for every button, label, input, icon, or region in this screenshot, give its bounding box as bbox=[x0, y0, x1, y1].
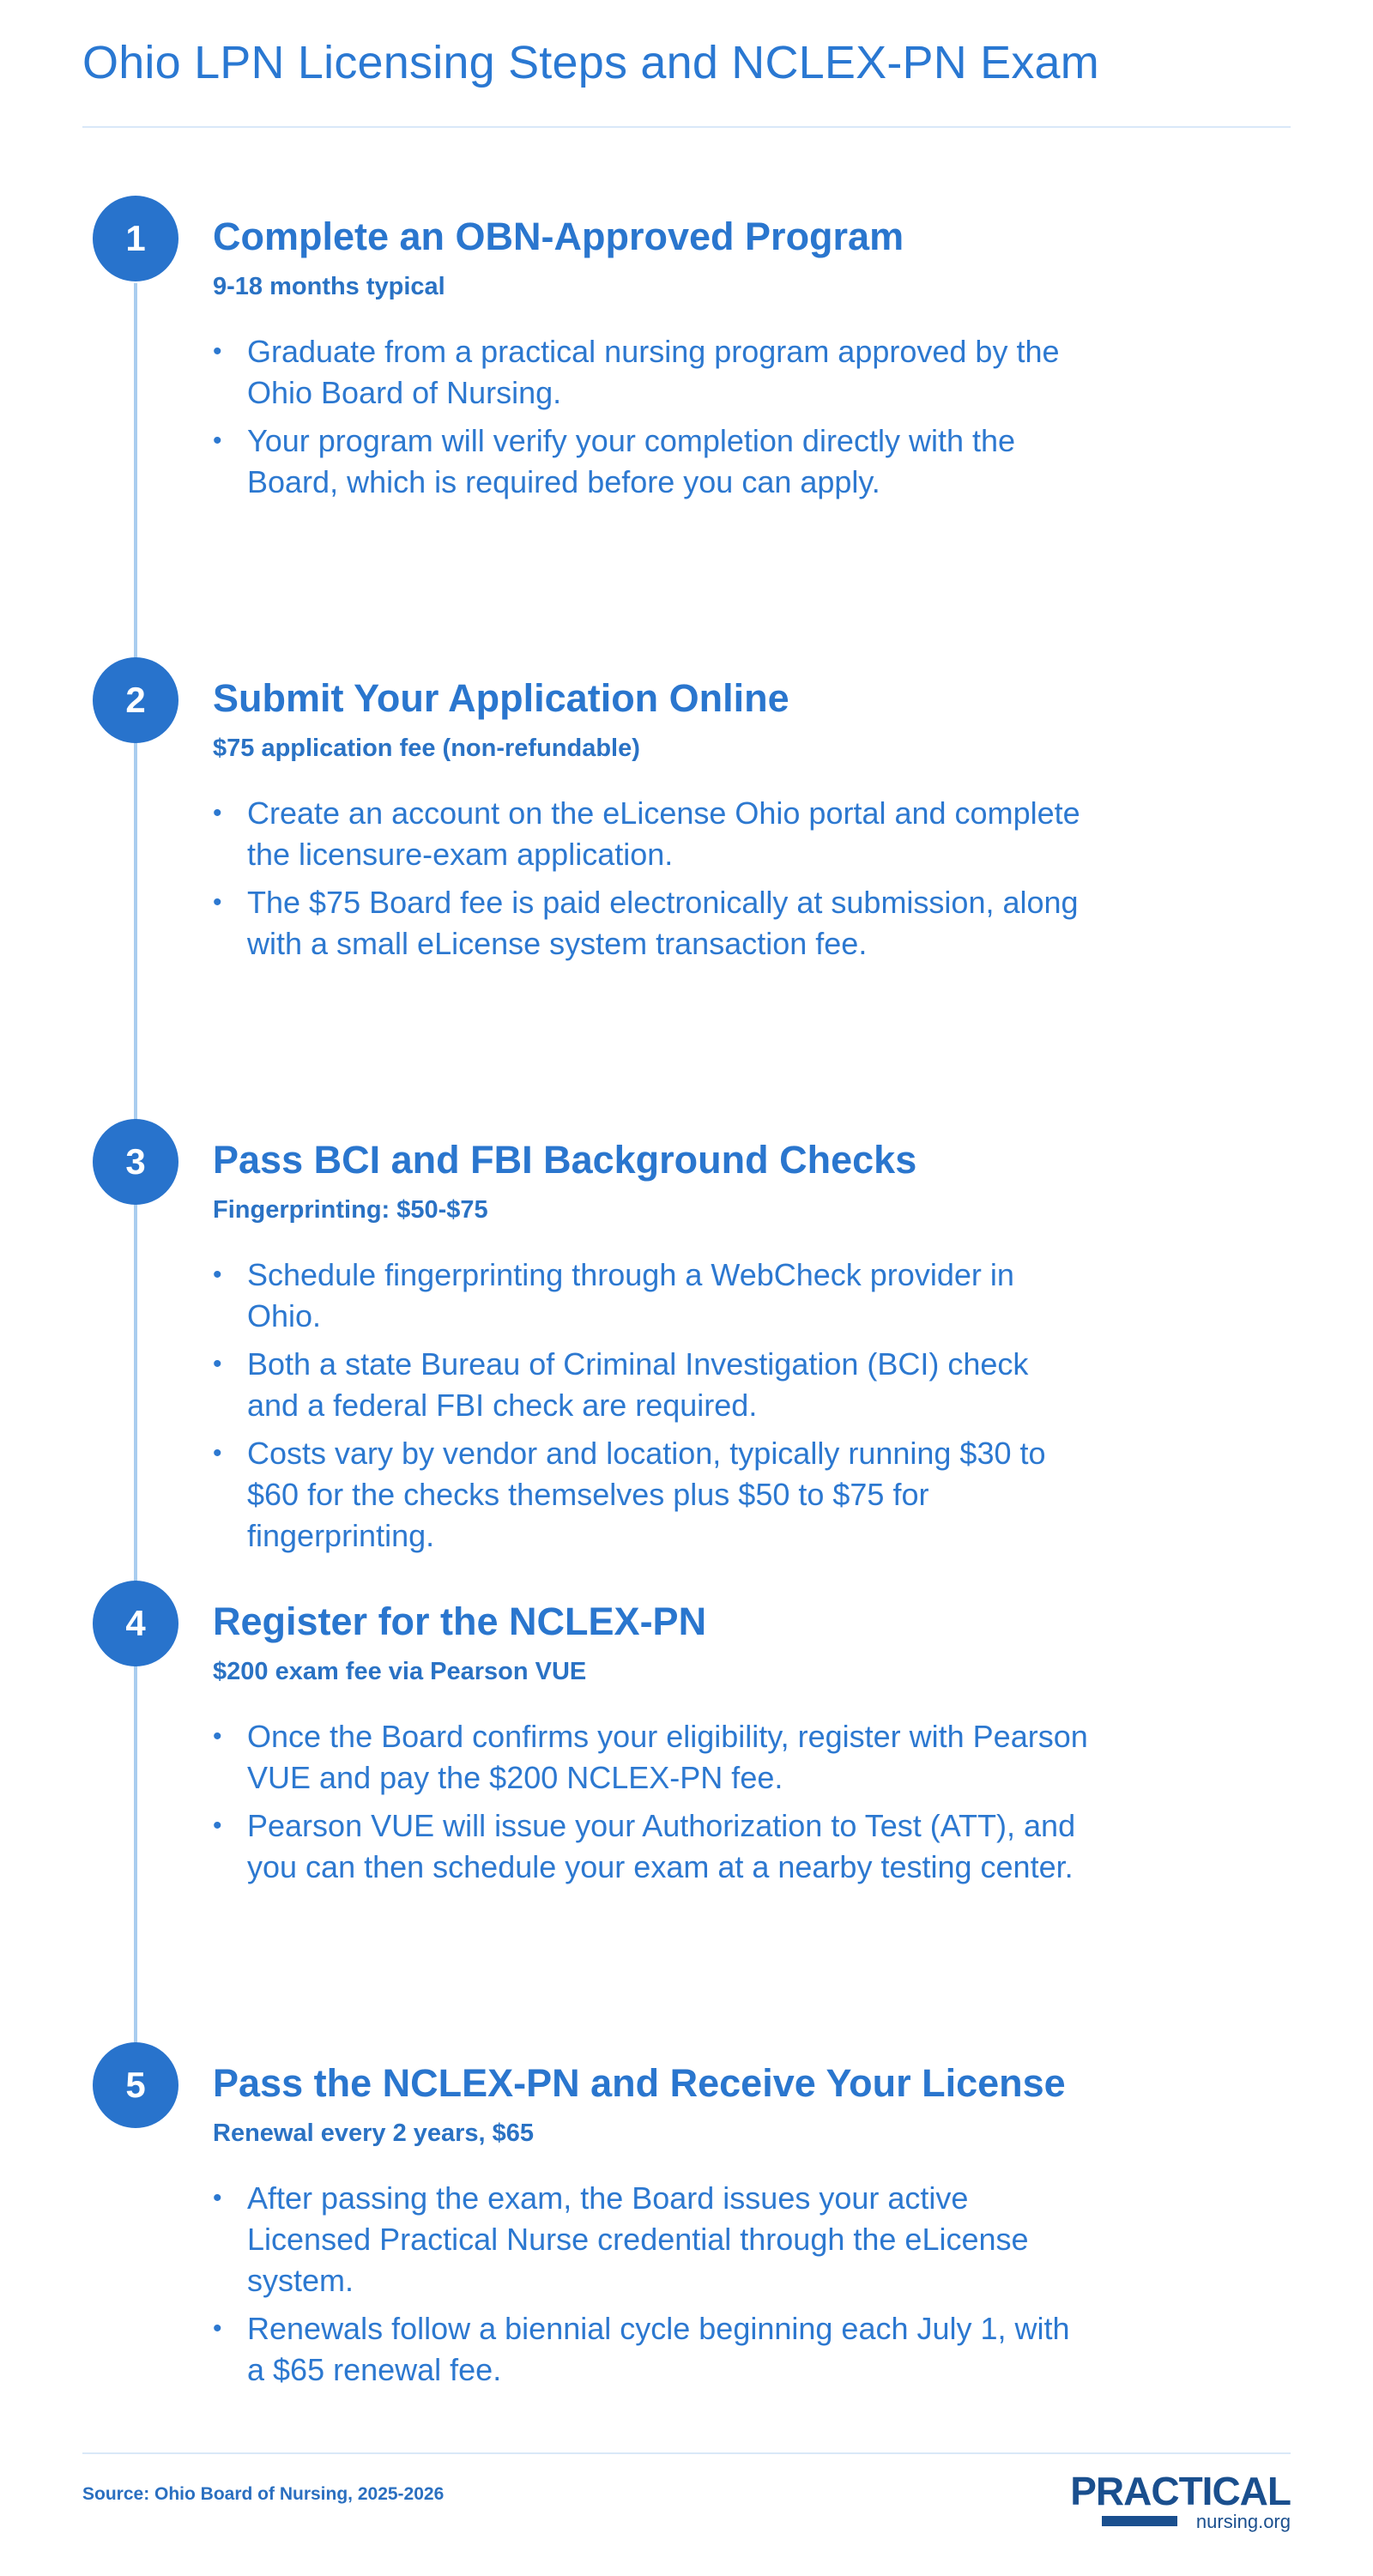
logo-underline-bar bbox=[1102, 2516, 1177, 2526]
step-number-badge: 5 bbox=[93, 2042, 178, 2128]
step-number-badge: 4 bbox=[93, 1581, 178, 1666]
step-bullet: • Costs vary by vendor and location, typically running $30 to $60 for the checks themselves plus $50 to $75 for fingerprinting. bbox=[213, 1433, 1088, 1557]
step-title: Complete an OBN-Approved Program bbox=[213, 215, 904, 258]
step-bullet: • Graduate from a practical nursing program approved by the Ohio Board of Nursing. bbox=[213, 331, 1088, 414]
step-subtitle: $75 application fee (non-refundable) bbox=[213, 735, 640, 762]
step-bullet: • Schedule fingerprinting through a WebCheck provider in Ohio. bbox=[213, 1255, 1088, 1337]
step-bullet: • Your program will verify your completion directly with the Board, which is required before you can apply. bbox=[213, 420, 1088, 503]
logo-domain: nursing.org bbox=[1195, 2511, 1291, 2532]
step-subtitle: $200 exam fee via Pearson VUE bbox=[213, 1658, 587, 1685]
step-number-badge: 1 bbox=[93, 196, 178, 281]
step-bullet-list bbox=[213, 1255, 1088, 1563]
step-number-badge: 3 bbox=[93, 1119, 178, 1205]
step-bullet-list bbox=[213, 1716, 1088, 1895]
page-title: Ohio LPN Licensing Steps and NCLEX-PN Exam bbox=[82, 37, 1099, 88]
step-bullet: • The $75 Board fee is paid electronically at submission, along with a small eLicense system transaction fee. bbox=[213, 882, 1088, 964]
step-bullet-list bbox=[213, 2178, 1088, 2398]
step-title: Submit Your Application Online bbox=[213, 676, 789, 720]
step-bullet: • Renewals follow a biennial cycle beginning each July 1, with a $65 renewal fee. bbox=[213, 2308, 1088, 2391]
step-bullet: • Once the Board confirms your eligibility, register with Pearson VUE and pay the $200 NCLEX-PN fee. bbox=[213, 1716, 1088, 1799]
footer-divider bbox=[82, 2452, 1291, 2454]
step-subtitle: 9-18 months typical bbox=[213, 273, 445, 300]
step-title: Pass the NCLEX-PN and Receive Your License bbox=[213, 2061, 1066, 2105]
step-bullet: • After passing the exam, the Board issues your active Licensed Practical Nurse credential through the eLicense system. bbox=[213, 2178, 1088, 2301]
step-bullet: • Create an account on the eLicense Ohio portal and complete the licensure-exam application. bbox=[213, 793, 1088, 875]
step-bullet-list bbox=[213, 331, 1088, 510]
source-note: Source: Ohio Board of Nursing, 2025-2026 bbox=[82, 2484, 445, 2504]
step-number-badge: 2 bbox=[93, 657, 178, 743]
step-subtitle: Renewal every 2 years, $65 bbox=[213, 2119, 535, 2147]
practical-nursing-logo[interactable] bbox=[1070, 2469, 1291, 2540]
step-subtitle: Fingerprinting: $50-$75 bbox=[213, 1196, 488, 1224]
step-bullet: • Pearson VUE will issue your Authorization to Test (ATT), and you can then schedule your exam at a nearby testing center. bbox=[213, 1805, 1088, 1888]
step-bullet: • Both a state Bureau of Criminal Investigation (BCI) check and a federal FBI check are required. bbox=[213, 1344, 1088, 1426]
step-title: Register for the NCLEX-PN bbox=[213, 1599, 707, 1643]
title-divider bbox=[82, 126, 1291, 128]
step-bullet-list bbox=[213, 793, 1088, 971]
logo-wordmark: PRACTICAL bbox=[1070, 2469, 1291, 2513]
step-title: Pass BCI and FBI Background Checks bbox=[213, 1138, 917, 1182]
